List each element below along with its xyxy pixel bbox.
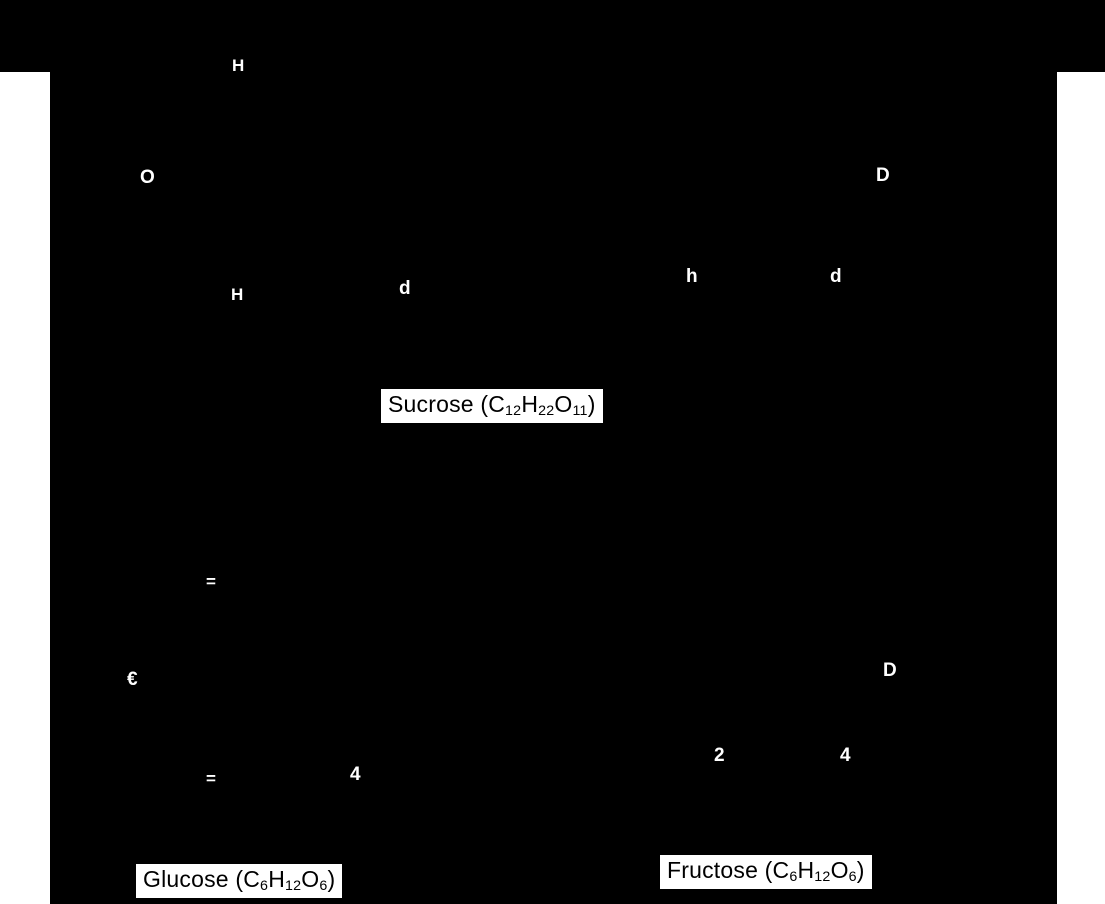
sucrose-sub-carbon: 12 [505, 403, 522, 420]
mark-low-h1: 2 [714, 745, 725, 766]
fructose-sub-hydrogen: 12 [814, 869, 831, 886]
sucrose-formula-prefix: Sucrose (C [388, 391, 506, 417]
mark-low-left-o: € [127, 669, 138, 690]
glucose-formula-suffix: ) [327, 866, 336, 892]
sucrose-sub-oxygen: 11 [572, 403, 588, 420]
label-glucose [136, 864, 342, 898]
mark-right-h2: d [830, 266, 842, 287]
glucose-mid-h: H [268, 866, 285, 892]
glucose-formula-prefix: Glucose (C [143, 866, 261, 892]
mark-low-h4: 4 [350, 764, 361, 785]
glucose-mid-o: O [301, 866, 320, 892]
fructose-formula-suffix: ) [856, 857, 865, 883]
fructose-mid-o: O [830, 857, 849, 883]
sucrose-mid-h: H [521, 391, 539, 417]
mark-right-oh: D [876, 165, 890, 186]
mark-top-h: H [232, 56, 245, 75]
mark-low-h3: = [206, 769, 216, 788]
glucose-sub-carbon: 6 [260, 878, 269, 895]
page-margin-left [0, 72, 50, 904]
page-margin-right [1057, 72, 1105, 904]
mark-mid-h: H [231, 285, 244, 304]
glucose-sub-oxygen: 6 [319, 878, 328, 895]
sucrose-formula-suffix: ) [587, 391, 596, 417]
fructose-formula-prefix: Fructose (C [667, 857, 790, 883]
fructose-mid-h: H [797, 857, 815, 883]
fructose-sub-oxygen: 6 [848, 869, 857, 886]
mark-right-h1: h [686, 266, 698, 287]
sucrose-mid-o: O [554, 391, 573, 417]
mark-mid-d: d [399, 278, 411, 299]
mark-low-e: = [206, 572, 216, 591]
glucose-sub-hydrogen: 12 [285, 878, 302, 895]
mark-low-h2: 4 [840, 745, 851, 766]
sucrose-sub-hydrogen: 22 [538, 403, 555, 420]
label-sucrose [381, 389, 603, 423]
mark-left-oh: O [140, 167, 155, 188]
mark-low-right-o: D [883, 660, 897, 681]
fructose-sub-carbon: 6 [789, 869, 798, 886]
label-fructose [660, 855, 872, 889]
